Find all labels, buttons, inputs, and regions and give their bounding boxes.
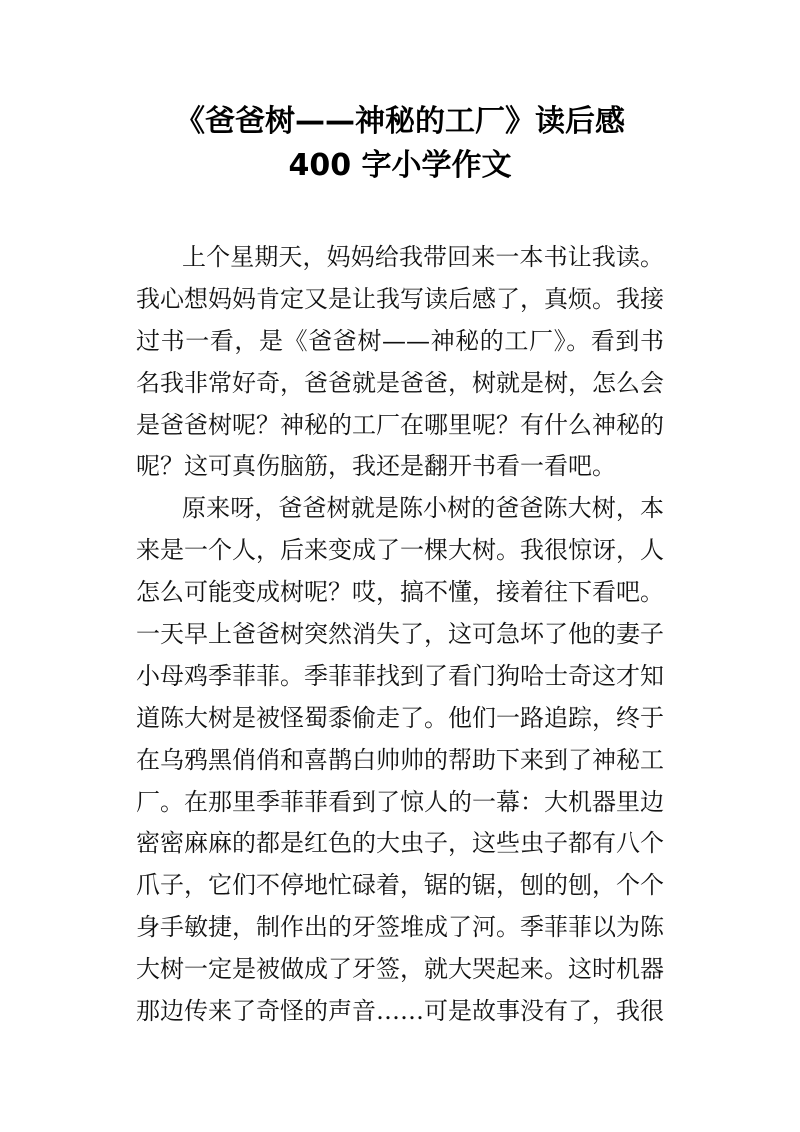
paragraph-2 bbox=[136, 488, 664, 1033]
document-body bbox=[136, 237, 664, 1033]
text-line: 来是一个人，后来变成了一棵大树。我很惊讶，人 bbox=[136, 536, 664, 565]
document-title bbox=[0, 100, 800, 188]
title-line-2: 400 字小学作文 bbox=[288, 148, 512, 183]
text-line: 小母鸡季菲菲。季菲菲找到了看门狗哈士奇这才知 bbox=[136, 661, 664, 690]
text-line: 道陈大树是被怪蜀黍偷走了。他们一路追踪，终于 bbox=[136, 703, 664, 732]
paragraph-1 bbox=[136, 237, 664, 488]
text-line: 怎么可能变成树呢？哎，搞不懂，接着往下看吧。 bbox=[136, 578, 664, 607]
text-line: 原来呀，爸爸树就是陈小树的爸爸陈大树，本 bbox=[182, 494, 664, 523]
text-line: 在乌鸦黑俏俏和喜鹊白帅帅的帮助下来到了神秘工 bbox=[136, 745, 664, 774]
title-line-1: 《爸爸树——神秘的工厂》读后感 bbox=[175, 104, 625, 139]
text-line: 一天早上爸爸树突然消失了，这可急坏了他的妻子 bbox=[136, 620, 664, 649]
text-line: 那边传来了奇怪的声音……可是故事没有了，我很 bbox=[136, 997, 664, 1026]
text-line: 我心想妈妈肯定又是让我写读后感了，真烦。我接 bbox=[136, 284, 664, 313]
text-line: 身手敏捷，制作出的牙签堆成了河。季菲菲以为陈 bbox=[136, 913, 664, 942]
text-line: 厂。在那里季菲菲看到了惊人的一幕：大机器里边 bbox=[136, 787, 664, 816]
text-line: 大树一定是被做成了牙签，就大哭起来。这时机器 bbox=[136, 955, 664, 984]
text-line: 是爸爸树呢？神秘的工厂在哪里呢？有什么神秘的 bbox=[136, 410, 664, 439]
text-line: 名我非常好奇，爸爸就是爸爸，树就是树，怎么会 bbox=[136, 368, 664, 397]
text-line: 过书一看，是《爸爸树——神秘的工厂》。看到书 bbox=[136, 326, 664, 355]
text-line: 密密麻麻的都是红色的大虫子，这些虫子都有八个 bbox=[136, 829, 664, 858]
text-line: 爪子，它们不停地忙碌着，锯的锯，刨的刨，个个 bbox=[136, 871, 664, 900]
text-line: 上个星期天，妈妈给我带回来一本书让我读。 bbox=[182, 243, 664, 271]
text-line: 呢？这可真伤脑筋，我还是翻开书看一看吧。 bbox=[136, 452, 616, 481]
